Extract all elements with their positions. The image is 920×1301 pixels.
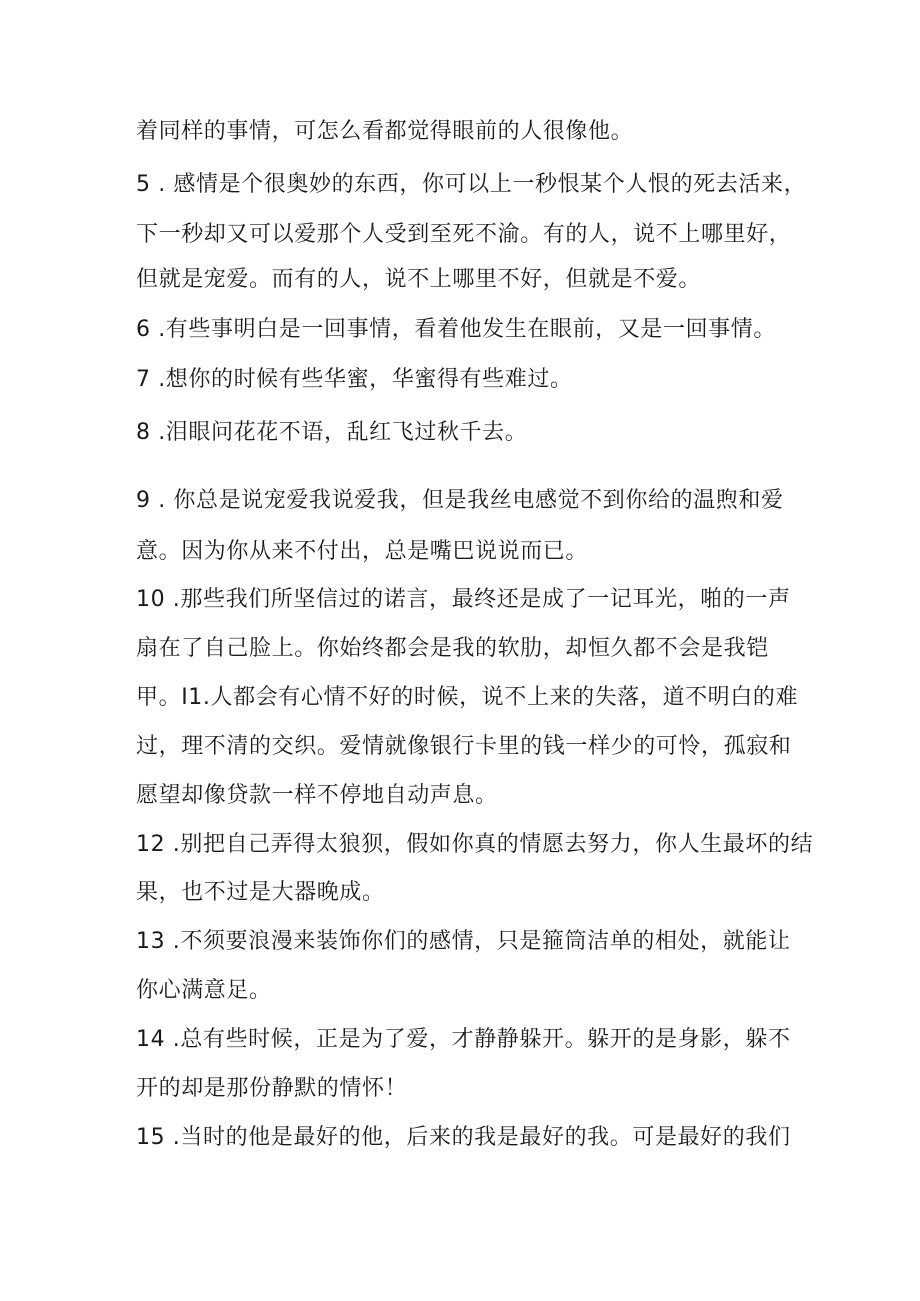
text-line: 愿望却像贷款一样不停地自动声息。 xyxy=(136,783,498,808)
text-line: 你心满意足。 xyxy=(136,978,272,1003)
text-line: 6 .有些事明白是一回事情，看着他发生在眼前，又是一回事情。 xyxy=(136,317,776,342)
text-line: 过，理不清的交织。爱情就像银行卡里的钱一样少的可怜，孤寂和 xyxy=(136,734,792,759)
text-line: 果，也不过是大器晚成。 xyxy=(136,880,385,905)
text-line: 7 .想你的时候有些华蜜，华蜜得有些难过。 xyxy=(136,367,573,392)
text-line: 扇在了自己脸上。你始终都会是我的软肋，却恒久都不会是我铠 xyxy=(136,636,769,661)
text-line: 下一秒却又可以爱那个人受到至死不渝。有的人，说不上哪里好， xyxy=(136,222,792,247)
text-line: 14 .总有些时候，正是为了爱，才静静躲开。躲开的是身影，躲不 xyxy=(136,1027,791,1052)
text-line: 甲。I1.人都会有心情不好的时候，说不上来的失落，道不明白的难 xyxy=(136,685,799,710)
text-line: 意。因为你从来不付出，总是嘴巴说说而已。 xyxy=(136,539,589,564)
text-line: 着同样的事情，可怎么看都觉得眼前的人很像他。 xyxy=(136,119,634,144)
text-line: 12 .别把自己弄得太狼狈，假如你真的情愿去努力，你人生最坏的结 xyxy=(136,832,814,857)
text-line: 10 .那些我们所坚信过的诺言，最终还是成了一记耳光，啪的一声 xyxy=(136,587,791,612)
text-line: 8 .泪眼问花花不语，乱红飞过秋千去。 xyxy=(136,420,528,445)
text-line: 13 .不须要浪漫来装饰你们的感情，只是箍筒洁单的相处，就能让 xyxy=(136,929,791,954)
text-line: 5 . 感情是个很奥妙的东西，你可以上一秒恨某个人恨的死去活来， xyxy=(136,172,807,197)
text-line: 15 .当时的他是最好的他，后来的我是最好的我。可是最好的我们 xyxy=(136,1125,791,1150)
text-line: 开的却是那份静默的情怀！ xyxy=(136,1076,408,1101)
text-line: 但就是宠爱。而有的人，说不上哪里不好，但就是不爱。 xyxy=(136,267,702,292)
text-line: 9 . 你总是说宠爱我说爱我，但是我丝电感觉不到你给的温煦和爱 xyxy=(136,488,784,513)
